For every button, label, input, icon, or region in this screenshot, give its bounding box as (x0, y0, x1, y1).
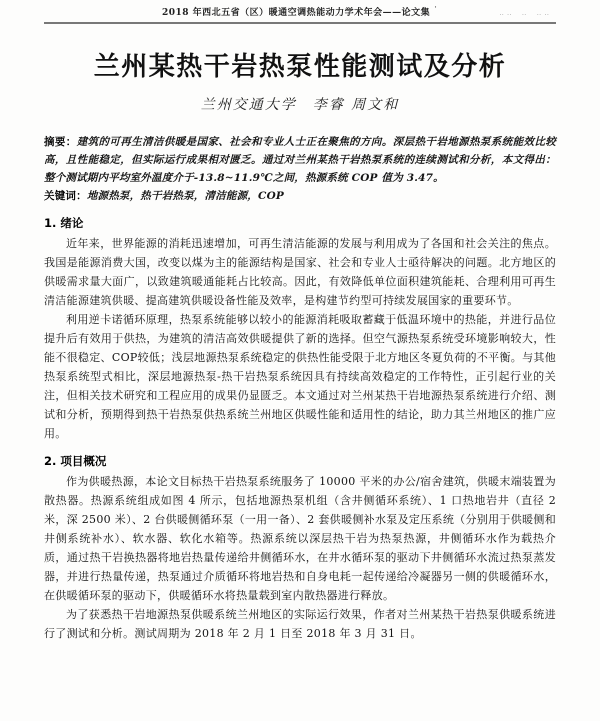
section-heading-introduction: 1. 绪论 (44, 216, 84, 230)
abstract-text: 建筑的可再生清洁供暖是国家、社会和专业人士正在聚焦的方向。深层热干岩地源热泵系统能效比较高，且性能稳定，但实际运行成果相对匮乏。通过对兰州某热干岩热泵系统的连续测试和分析，本文得出：整个测试期内平均室外温度介于-13.8~11.9℃之间，热源系统 COP 值为 3.47。 (44, 136, 556, 184)
keywords-label: 关键词： (44, 190, 87, 202)
intro-paragraph-2: 利用逆卡诺循环原理，热泵系统能够以较小的能源消耗吸取蓄藏于低温环境中的热能，并进行品位提升后有效用于供热，为建筑的清洁高效供暖提供了新的选择。但空气源热泵系统受环境影响较大，性能不很稳定、COP较低；浅层地源热泵系统稳定的供热性能受限于北方地区冬夏负荷的不平衡。与其他热泵系统型式相比，深层地源热泵-热干岩热泵系统因具有持续高效稳定的工作特性，正引起行业的关注，但相关技术研究和工程应用的成果仍显匮乏。本文通过对兰州某热干岩地源热泵系统进行介绍、测试和分析，预期得到热干岩热泵供热系统兰州地区供暖性能和适用性的结论，助力其兰州地区的推广应用。 (44, 313, 556, 440)
header-title: 2018 年西北五省（区）暖通空调热能动力学术年会——论文集 (162, 8, 431, 18)
abstract-label: 摘要： (44, 136, 77, 148)
section-heading-project-overview: 2. 项目概况 (44, 454, 107, 468)
intro-paragraph-1: 近年来，世界能源的消耗迅速增加，可再生清洁能源的发展与利用成为了各国和社会关注的焦点。我国是能源消费大国，改变以煤为主的能源结构是国家、社会和专业人士亟待解决的问题。北方地区的供暖需求量大面广，以致建筑暖通能耗占比较高。因此，有效降低单位面积建筑能耗、合理利用可再生清洁能源建筑供暖、提高建筑供暖设备性能及效率，是构建节约型可持续发展国家的重要环节。 (44, 237, 556, 307)
overview-paragraph-2: 为了获悉热干岩地源热泵供暖系统兰州地区的实际运行效果，作者对兰州某热干岩热泵供暖系统进行了测试和分析。测试周期为 2018 年 2 月 1 日至 2018 年 3 月 31 日。 (44, 608, 556, 640)
abstract-block (44, 133, 556, 187)
header-rule (44, 22, 556, 24)
overview-paragraph-1: 作为供暖热源，本论文目标热干岩热泵系统服务了 10000 平米的办公/宿舍建筑，供暖末端装置为散热器。热源系统组成如图 4 所示，包括地源热泵机组（含井侧循环系统）、1 口热地岩井（直径 2 米，深 2500 米）、2 台供暖侧循环泵（一用一备）、2 套供暖侧补水泵及定压系统（分别用于供暖侧和井侧系统补水）、软水器、软化水箱等。热源系统以深层热干岩为热泵热源，井侧循环水作为载热介质，通过热干岩换热器将地岩热量传递给井侧循环水，在井水循环泵的驱动下井侧循环水流过热泵蒸发器，并进行热量传递，热泵通过介质循环将地岩热和自身电耗一起传递给冷凝器另一侧的供暖循环水，在供暖循环泵的驱动下，供暖循环水将热量载到室内散热器进行释放。 (44, 475, 556, 602)
header-mark: ˙ (430, 5, 438, 15)
authors-line: 兰州交通大学 李睿 周文和 (200, 97, 400, 113)
page-header (44, 5, 556, 18)
keywords-block (44, 187, 556, 205)
keywords-text: 地源热泵，热干岩热泵，清洁能源，COP (86, 190, 285, 202)
paper-title: 兰州某热干岩热泵性能测试及分析 (93, 52, 507, 82)
scan-artifact: ‥‥ ‥ ‥‥ (499, 9, 552, 17)
